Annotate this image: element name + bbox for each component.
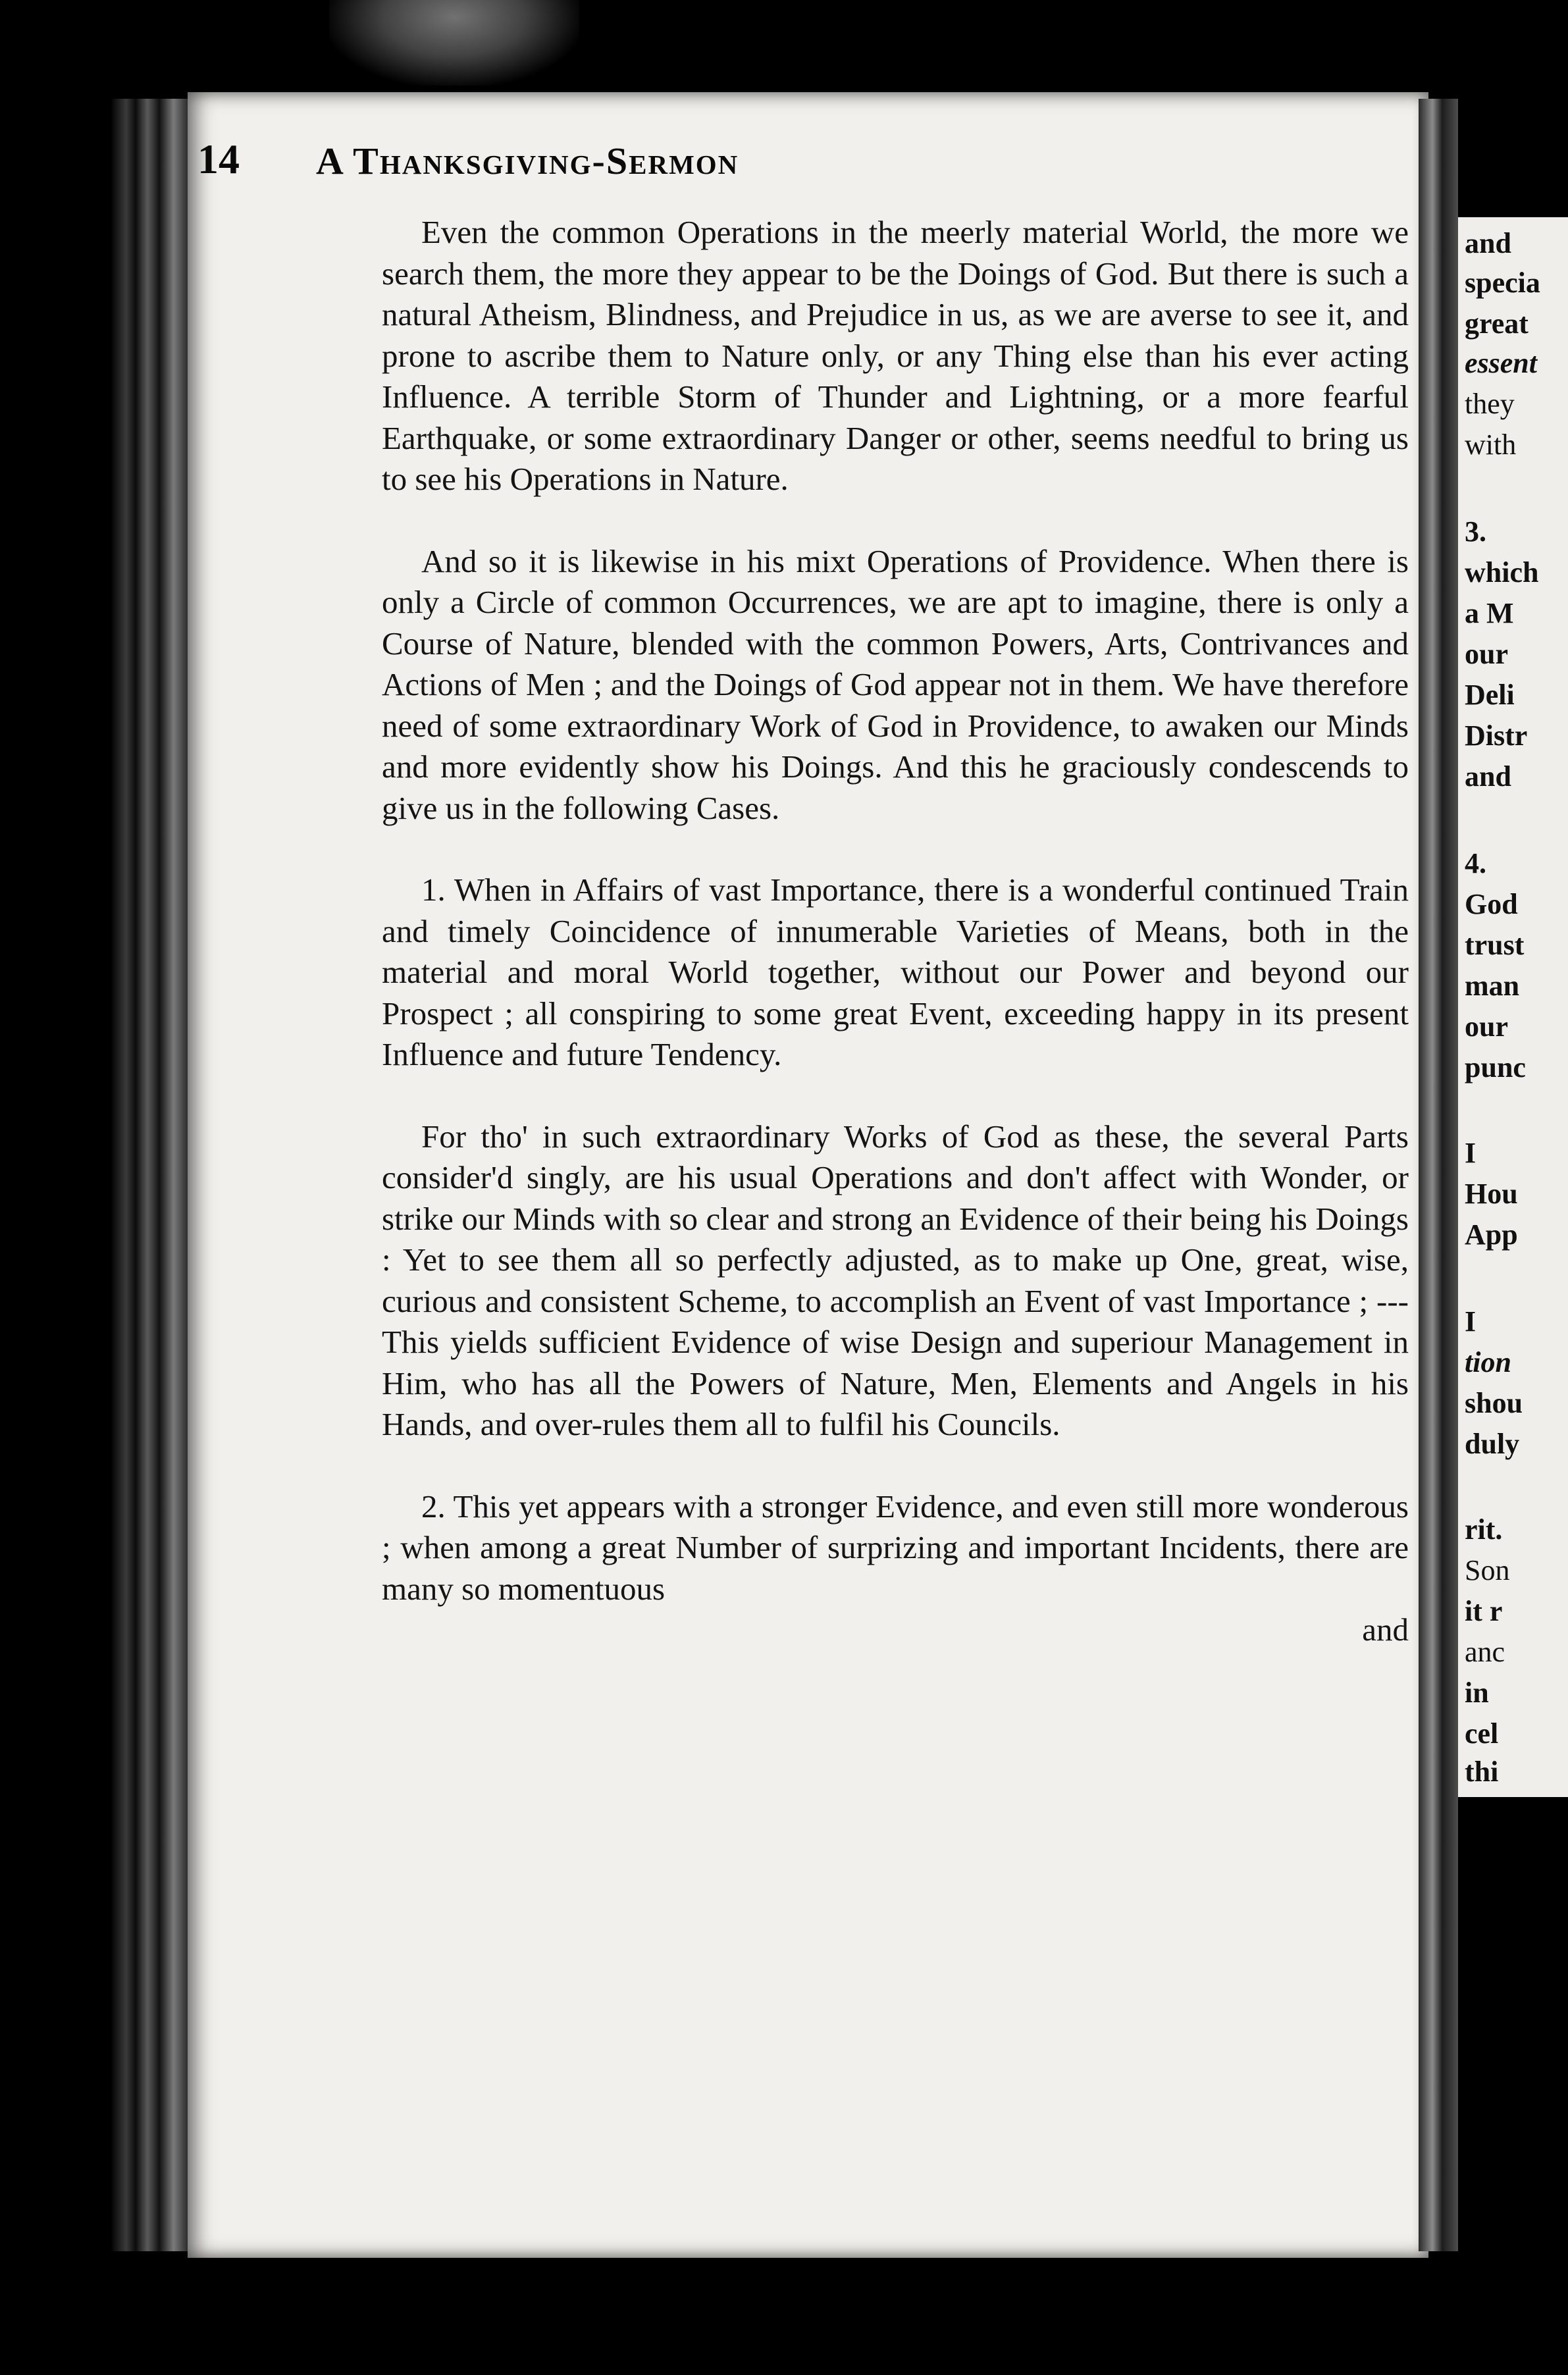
running-title: A Thanksgiving-Sermon xyxy=(316,140,739,182)
next-page-fragment: anc xyxy=(1465,1636,1505,1668)
scan-border-tear xyxy=(329,0,579,86)
next-page-fragment: God xyxy=(1465,888,1518,920)
next-page-fragment: with xyxy=(1465,429,1517,461)
catchword: and xyxy=(1362,1611,1409,1648)
next-page-fragment: our xyxy=(1465,638,1508,670)
page-gutter xyxy=(1419,99,1458,2251)
next-page-fragment: it r xyxy=(1465,1595,1503,1627)
next-page-fragment: which xyxy=(1465,556,1539,588)
next-page-fragment: Son xyxy=(1465,1554,1510,1586)
next-page-fragment: tion xyxy=(1465,1346,1511,1378)
next-page-fragment: and xyxy=(1465,227,1511,259)
next-page-fragment: I xyxy=(1465,1137,1477,1169)
next-page-fragment: 3. xyxy=(1465,515,1486,548)
next-page-fragment: thi xyxy=(1465,1756,1499,1788)
next-page-fragment: man xyxy=(1465,970,1520,1002)
sermon-text xyxy=(382,212,1409,1651)
next-page-fragment: 4. xyxy=(1465,847,1486,879)
next-page-fragment: cel xyxy=(1465,1717,1499,1750)
paragraph-4: For tho' in such extraordinary Works of God as these, the several Parts consider'd singly, are his usual Operations and don't affect with Wonder, or strike our Minds with so clear and strong an Evidence of their being his Doings : Yet to see them all so perfectly adjusted, as to make up One, great, wise, curious and consistent Scheme, to accomplish an Event of vast Importance ; --- This yields sufficient Evidence of wise Design and superiour Management in Him, who has all the Powers of Nature, Men, Elements and Angels in his Hands, and over-rules them all to fulfil his Councils. xyxy=(382,1118,1409,1442)
next-page-fragment: they xyxy=(1465,388,1515,420)
next-page-fragment: App xyxy=(1465,1218,1518,1251)
next-page-fragment: Deli xyxy=(1465,679,1515,711)
next-page-fragment: great xyxy=(1465,307,1529,340)
next-page-fragment: punc xyxy=(1465,1051,1526,1083)
next-page-fragment: and xyxy=(1465,760,1511,793)
next-page-fragment: shou xyxy=(1465,1387,1523,1419)
next-page-fragment: Distr xyxy=(1465,719,1528,752)
page-header xyxy=(197,135,1270,194)
next-page-fragment: duly xyxy=(1465,1428,1520,1460)
paragraph-5: 2. This yet appears with a stronger Evidence, and even still more wonderous ; when among a great Number of surprizing and important Incidents, there are many so momentuous xyxy=(382,1488,1409,1607)
next-page-fragment: a M xyxy=(1465,597,1514,629)
paragraph-1: Even the common Operations in the meerly material World, the more we search them, the more they appear to be the Doings of God. But there is such a natural Atheism, Blindness, and Prejudice in us, as we are averse to see it, and prone to ascribe them to Nature only, or any Thing else than his ever acting Influence. A terrible Storm of Thunder and Lightning, or a more fearful Earthquake, or some extraordinary Danger or other, seems needful to bring us to see his Operations in Nature. xyxy=(382,214,1409,497)
paragraph-3: 1. When in Affairs of vast Importance, there is a wonderful continued Train and timely Coincidence of innumerable Varieties of Means, both in the material and moral World together, without our Power and beyond our Prospect ; all conspiring to some great Event, exceeding happy in its present Influence and future Tendency. xyxy=(382,872,1409,1072)
paragraph-2: And so it is likewise in his mixt Operations of Providence. When there is only a Circle of common Occurrences, we are apt to imagine, there is only a Course of Nature, blended with the common Powers, Arts, Contrivances and Actions of Men ; and the Doings of God appear not in them. We have therefore need of some extraordinary Work of God in Providence, to awaken our Minds and more evidently show his Doings. And this he graciously condescends to give us in the following Cases. xyxy=(382,542,1409,826)
page-number: 14 xyxy=(197,136,240,182)
next-page-fragment: specia xyxy=(1465,267,1540,299)
next-page-fragment: essent xyxy=(1465,347,1537,379)
next-page-fragment: Hou xyxy=(1465,1178,1518,1210)
next-page-fragment: trust xyxy=(1465,929,1525,961)
next-page-fragment: in xyxy=(1465,1677,1489,1709)
next-page-fragment: our xyxy=(1465,1010,1508,1043)
book-spine xyxy=(112,99,191,2251)
next-page-edge xyxy=(1458,217,1568,1797)
next-page-fragment: I xyxy=(1465,1305,1477,1338)
next-page-fragment: rit. xyxy=(1465,1513,1503,1546)
